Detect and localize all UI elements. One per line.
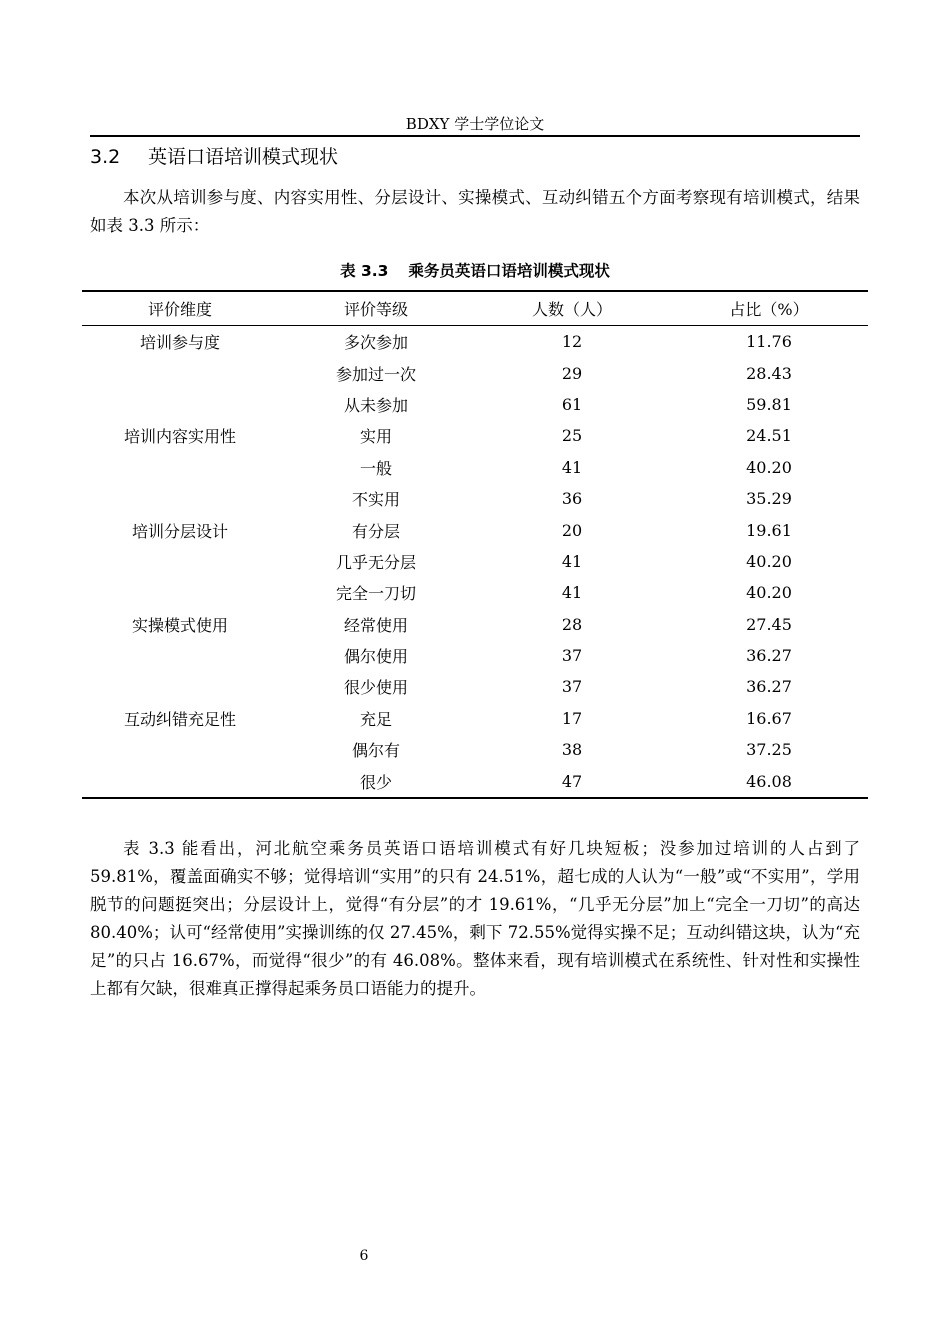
cell-dimension bbox=[82, 640, 278, 671]
cell-level: 一般 bbox=[359, 458, 392, 478]
cell-percent: 46.08 bbox=[670, 765, 868, 797]
cell-percent: 28.43 bbox=[746, 363, 792, 383]
header-count: 人数（人） bbox=[474, 291, 670, 326]
cell-percent: 11.76 bbox=[746, 332, 792, 352]
cell-count: 37 bbox=[561, 677, 583, 697]
cell-dimension bbox=[82, 389, 278, 420]
cell-percent: 35.29 bbox=[746, 489, 792, 509]
cell-dimension bbox=[82, 357, 278, 388]
cell-dimension bbox=[82, 546, 278, 577]
cell-dimension: 培训参与度 bbox=[139, 333, 220, 353]
cell-count: 41 bbox=[561, 551, 583, 571]
header-rule bbox=[90, 135, 860, 137]
cell-dimension: 培训分层设计 bbox=[131, 521, 228, 541]
table-header-row bbox=[82, 291, 868, 326]
cell-level: 经常使用 bbox=[343, 615, 408, 635]
cell-percent: 36.27 bbox=[746, 646, 792, 666]
table-row bbox=[82, 765, 868, 797]
cell-count: 28 bbox=[561, 614, 583, 634]
section-number: 3.2 bbox=[90, 146, 121, 168]
table-row bbox=[82, 452, 868, 483]
table-row bbox=[82, 514, 868, 545]
table-caption bbox=[82, 261, 868, 281]
table-caption-number: 表 3.3 bbox=[340, 262, 389, 280]
running-header: BDXY 学士学位论文 bbox=[405, 115, 545, 133]
cell-count: 29 bbox=[561, 363, 583, 383]
cell-dimension bbox=[82, 483, 278, 514]
cell-level: 不实用 bbox=[351, 490, 400, 510]
cell-level: 实用 bbox=[359, 427, 392, 447]
cell-percent: 59.81 bbox=[746, 394, 792, 414]
table-row bbox=[82, 357, 868, 388]
cell-count: 41 bbox=[561, 457, 583, 477]
section-heading bbox=[90, 146, 338, 168]
section-title: 英语口语培训模式现状 bbox=[148, 146, 339, 168]
cell-dimension bbox=[82, 452, 278, 483]
table-row bbox=[82, 640, 868, 671]
page-number: 6 bbox=[359, 1248, 369, 1264]
cell-percent: 40.20 bbox=[746, 583, 792, 603]
cell-dimension: 实操模式使用 bbox=[131, 615, 228, 635]
table-caption-title: 乘务员英语口语培训模式现状 bbox=[408, 262, 610, 280]
cell-dimension bbox=[82, 671, 278, 702]
analysis-paragraph: 表 3.3 能看出，河北航空乘务员英语口语培训模式有好几块短板；没参加过培训的人占到了 59.81%，覆盖面确实不够；觉得培训“实用”的只有 24.51%，超七成的人认为“一般”或“不实用”，学用脱节的问题挺突出；分层设计上，觉得“有分层”的才 19.61%，“几乎无分层”加上“完全一刀切”的高达 80.40%；认可“经常使用”实操训练的仅 27.45%，剩下 72.55%觉得实操不足；互动纠错这块，认为“充足”的只占 16.67%，而觉得“很少”的有 46.08%。整体来看，现有培训模式在系统性、针对性和实操性上都有欠缺，很难真正撑得起乘务员口语能力的提升。 bbox=[90, 839, 860, 998]
cell-level: 很少使用 bbox=[343, 678, 408, 698]
cell-percent: 27.45 bbox=[746, 614, 792, 634]
cell-percent: 19.61 bbox=[746, 520, 792, 540]
cell-percent: 37.25 bbox=[746, 740, 792, 760]
training-mode-table bbox=[82, 290, 868, 799]
cell-dimension bbox=[82, 765, 278, 797]
cell-percent: 24.51 bbox=[746, 426, 792, 446]
table-row bbox=[82, 577, 868, 608]
table-row bbox=[82, 420, 868, 451]
cell-count: 36 bbox=[561, 489, 583, 509]
cell-level: 有分层 bbox=[351, 521, 400, 541]
table-row bbox=[82, 734, 868, 765]
cell-dimension bbox=[82, 734, 278, 765]
cell-level: 多次参加 bbox=[343, 333, 408, 353]
cell-dimension bbox=[82, 577, 278, 608]
cell-dimension: 互动纠错充足性 bbox=[123, 709, 236, 729]
cell-count: 17 bbox=[561, 708, 583, 728]
table-row bbox=[82, 483, 868, 514]
cell-level: 从未参加 bbox=[343, 395, 408, 415]
cell-percent: 40.20 bbox=[746, 457, 792, 477]
table-row bbox=[82, 671, 868, 702]
cell-level: 参加过一次 bbox=[335, 364, 416, 384]
cell-count: 61 bbox=[561, 394, 583, 414]
cell-count: 47 bbox=[474, 765, 670, 797]
cell-count: 41 bbox=[561, 583, 583, 603]
cell-count: 20 bbox=[561, 520, 583, 540]
cell-percent: 40.20 bbox=[746, 551, 792, 571]
cell-level: 几乎无分层 bbox=[335, 552, 416, 572]
table-row bbox=[82, 703, 868, 734]
cell-percent: 16.67 bbox=[746, 708, 792, 728]
header-level: 评价等级 bbox=[278, 291, 474, 326]
cell-count: 37 bbox=[561, 646, 583, 666]
cell-level: 充足 bbox=[359, 709, 392, 729]
cell-count: 25 bbox=[561, 426, 583, 446]
header-dimension: 评价维度 bbox=[82, 291, 278, 326]
cell-dimension: 培训内容实用性 bbox=[123, 427, 236, 447]
intro-paragraph: 本次从培训参与度、内容实用性、分层设计、实操模式、互动纠错五个方面考察现有培训模式，结果如表 3.3 所示： bbox=[90, 188, 860, 235]
table-row bbox=[82, 546, 868, 577]
table-row bbox=[82, 609, 868, 640]
header-percent: 占比（%） bbox=[670, 291, 868, 326]
cell-level: 偶尔有 bbox=[351, 741, 400, 761]
table-row bbox=[82, 326, 868, 358]
cell-level: 偶尔使用 bbox=[343, 647, 408, 667]
cell-level: 很少 bbox=[278, 765, 474, 797]
cell-level: 完全一刀切 bbox=[335, 584, 416, 604]
table-row bbox=[82, 389, 868, 420]
cell-count: 12 bbox=[561, 332, 583, 352]
cell-count: 38 bbox=[561, 740, 583, 760]
cell-percent: 36.27 bbox=[746, 677, 792, 697]
